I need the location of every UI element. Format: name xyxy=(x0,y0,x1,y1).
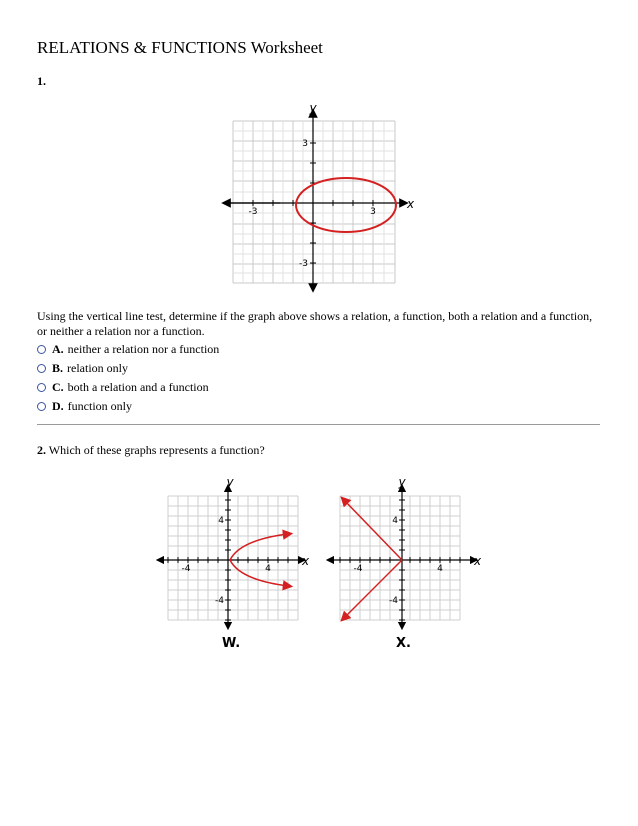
y-tick-neg: -3 xyxy=(299,259,308,269)
option-c[interactable] xyxy=(37,378,219,397)
parabola-upper xyxy=(230,534,288,560)
answer-options xyxy=(37,340,219,416)
radio-icon[interactable] xyxy=(37,364,46,373)
graph-w xyxy=(150,472,320,632)
x-tick-pos: 3 xyxy=(370,207,376,217)
x-axis-label: x xyxy=(302,554,310,568)
graph-x-label: X. xyxy=(396,636,411,651)
x-axis-label: x xyxy=(474,554,482,568)
minor-grid xyxy=(233,121,395,283)
option-text: both a relation and a function xyxy=(67,380,209,394)
v-upper-branch xyxy=(344,500,402,560)
section-divider xyxy=(37,424,600,425)
option-text: neither a relation nor a function xyxy=(67,342,220,356)
option-letter: D. xyxy=(52,399,64,413)
option-letter: B. xyxy=(52,361,64,375)
option-d[interactable] xyxy=(37,397,219,416)
option-a[interactable] xyxy=(37,340,219,359)
x-tick-neg: -3 xyxy=(248,207,258,217)
radio-icon[interactable] xyxy=(37,345,46,354)
y-tick-pos: 3 xyxy=(302,139,308,149)
x-tick-neg: -4 xyxy=(181,564,191,574)
question-1-graph xyxy=(220,103,420,293)
question-1-text: Using the vertical line test, determine if the graph above shows a relation, a function, both a relation and a function, or neither a relation nor a function. xyxy=(37,309,593,338)
graph-x xyxy=(322,472,492,632)
y-tick-pos: 4 xyxy=(218,516,224,526)
y-tick-neg: -4 xyxy=(215,596,224,606)
y-tick-pos: 4 xyxy=(392,516,398,526)
radio-icon[interactable] xyxy=(37,383,46,392)
radio-icon[interactable] xyxy=(37,402,46,411)
worksheet-title: RELATIONS & FUNCTIONS Worksheet xyxy=(37,38,323,57)
x-tick-pos: 4 xyxy=(265,564,271,574)
question-2 xyxy=(37,443,265,458)
y-axis-label: y xyxy=(398,475,406,489)
x-tick-pos: 4 xyxy=(437,564,443,574)
option-text: relation only xyxy=(67,361,128,375)
y-axis-label: y xyxy=(226,475,234,489)
option-letter: A. xyxy=(52,342,64,356)
option-b[interactable] xyxy=(37,359,219,378)
x-axis-label: x xyxy=(407,197,415,211)
question-1-number: 1. xyxy=(37,74,46,88)
graph-w-label: W. xyxy=(222,636,241,651)
parabola-lower xyxy=(230,560,288,586)
question-2-number: 2. xyxy=(37,443,46,457)
option-text: function only xyxy=(67,399,132,413)
option-letter: C. xyxy=(52,380,64,394)
y-axis-label: y xyxy=(309,103,317,115)
y-tick-neg: -4 xyxy=(389,596,398,606)
question-2-text: Which of these graphs represents a function? xyxy=(48,443,265,457)
grid xyxy=(233,121,395,283)
x-tick-neg: -4 xyxy=(353,564,363,574)
